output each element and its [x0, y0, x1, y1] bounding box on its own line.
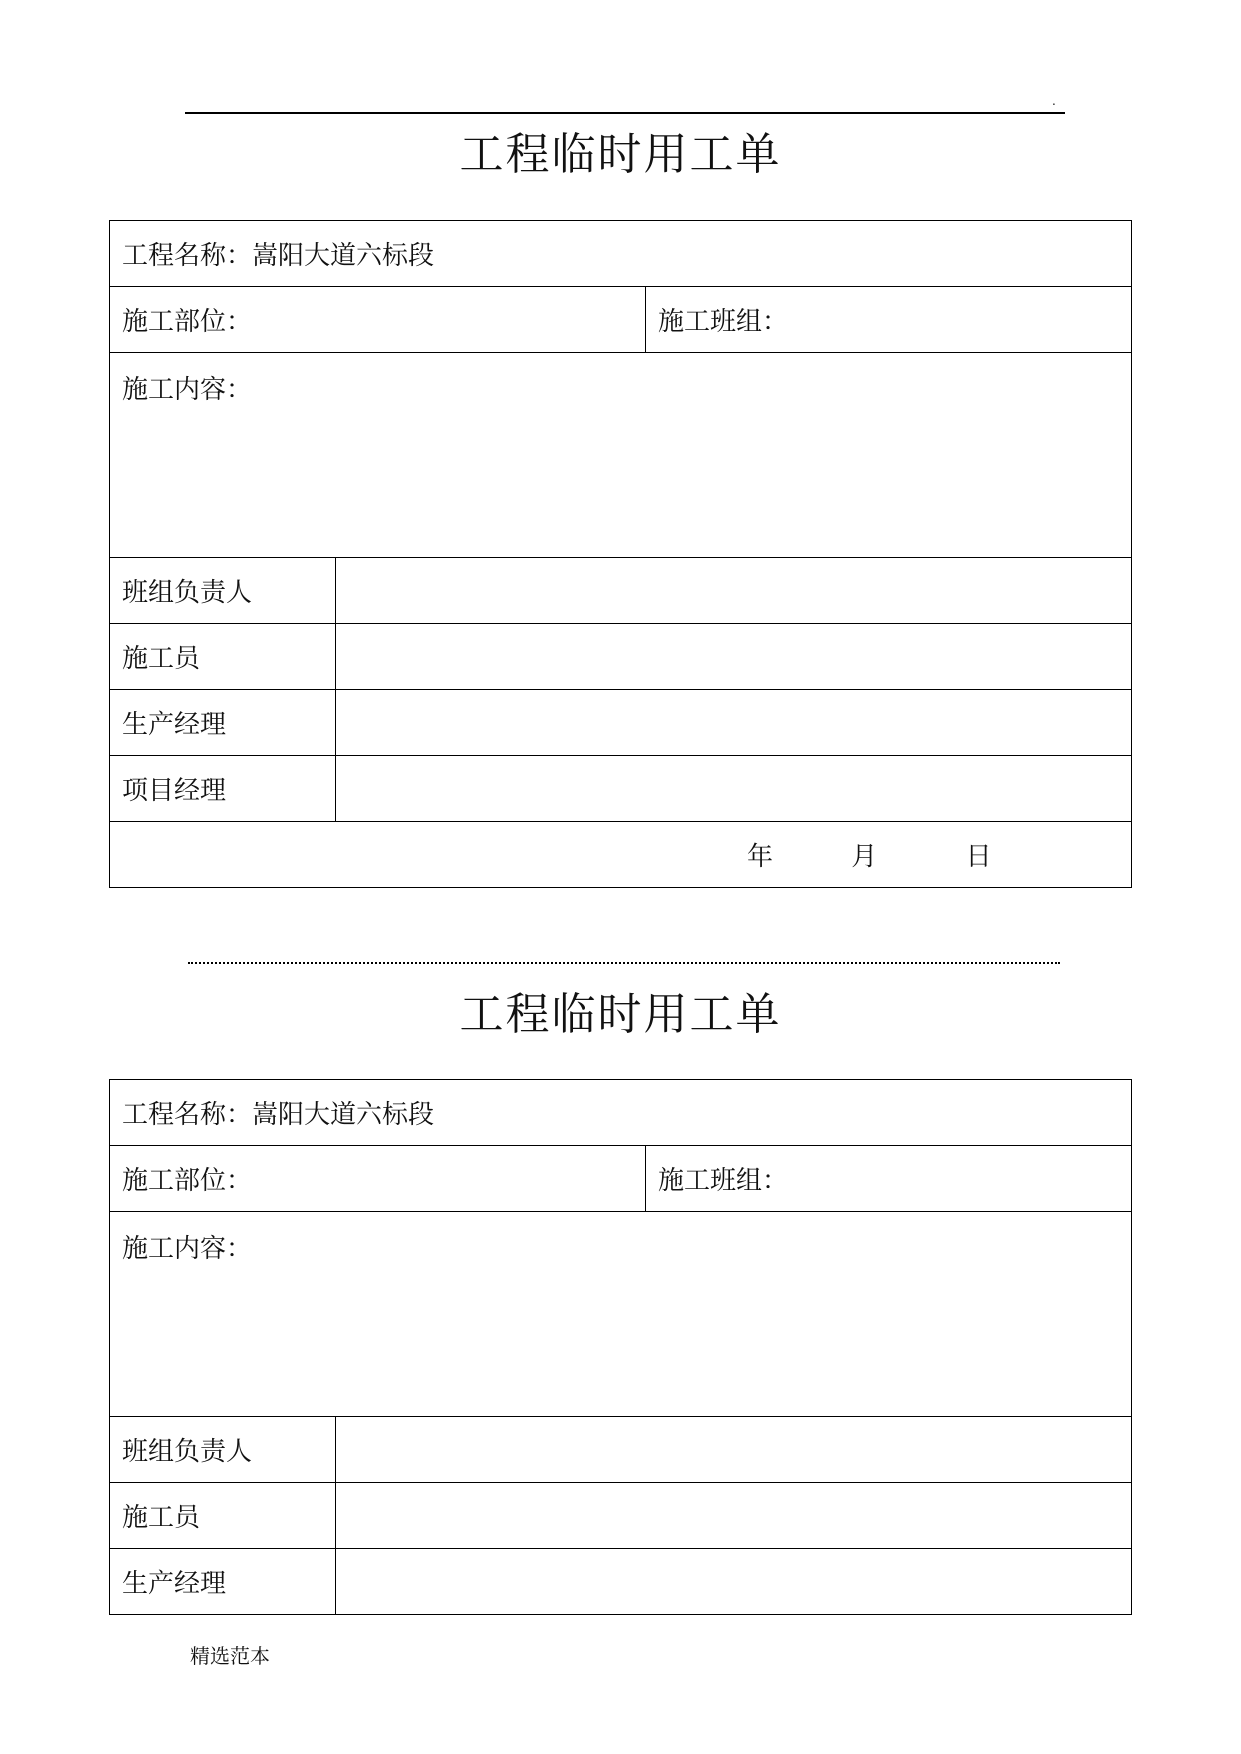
signer-row — [110, 1417, 1132, 1483]
signer-row — [110, 624, 1132, 690]
signer-label: 项目经理 — [110, 756, 336, 822]
construction-staff-signature-field[interactable] — [336, 624, 1132, 690]
project-name-label: 工程名称： — [122, 241, 253, 271]
location-team-row — [110, 287, 1132, 353]
form-1-table — [109, 220, 1132, 888]
construction-content-label: 施工内容： — [122, 375, 253, 405]
signer-label: 施工员 — [110, 1483, 336, 1549]
signer-row — [110, 1549, 1132, 1615]
cut-line — [188, 962, 1060, 964]
location-team-row — [110, 1146, 1132, 1212]
production-manager-signature-field[interactable] — [336, 690, 1132, 756]
signer-row — [110, 690, 1132, 756]
footer-text: 精选范本 — [190, 1644, 270, 1668]
construction-content-label: 施工内容： — [122, 1234, 253, 1264]
team-leader-signature-field[interactable] — [336, 558, 1132, 624]
construction-team-cell[interactable] — [646, 287, 1132, 353]
date-field[interactable] — [110, 822, 1132, 888]
project-name-cell[interactable] — [110, 221, 1132, 287]
project-row — [110, 221, 1132, 287]
year-label: 年 — [747, 842, 774, 872]
construction-location-label: 施工部位： — [122, 1166, 253, 1196]
project-name-value: 嵩阳大道六标段 — [252, 241, 435, 271]
signer-row — [110, 558, 1132, 624]
month-label: 月 — [851, 842, 878, 872]
top-rule — [185, 112, 1065, 114]
team-leader-signature-field[interactable] — [336, 1417, 1132, 1483]
content-row — [110, 353, 1132, 558]
project-row — [110, 1080, 1132, 1146]
construction-content-cell[interactable] — [110, 1212, 1132, 1417]
production-manager-signature-field[interactable] — [336, 1549, 1132, 1615]
project-name-value: 嵩阳大道六标段 — [252, 1100, 435, 1130]
signer-row — [110, 756, 1132, 822]
construction-team-label: 施工班组： — [658, 307, 789, 337]
form-1-title: 工程临时用工单 — [459, 129, 782, 180]
signer-label: 施工员 — [110, 624, 336, 690]
signer-label: 生产经理 — [110, 1549, 336, 1615]
construction-location-cell[interactable] — [110, 287, 646, 353]
construction-staff-signature-field[interactable] — [336, 1483, 1132, 1549]
form-2-table — [109, 1079, 1132, 1615]
project-name-label: 工程名称： — [122, 1100, 253, 1130]
construction-team-cell[interactable] — [646, 1146, 1132, 1212]
construction-location-cell[interactable] — [110, 1146, 646, 1212]
corner-mark: . — [1052, 94, 1056, 108]
construction-content-cell[interactable] — [110, 353, 1132, 558]
date-row — [110, 822, 1132, 888]
signer-label: 生产经理 — [110, 690, 336, 756]
project-manager-signature-field[interactable] — [336, 756, 1132, 822]
project-name-cell[interactable] — [110, 1080, 1132, 1146]
signer-row — [110, 1483, 1132, 1549]
construction-team-label: 施工班组： — [658, 1166, 789, 1196]
signer-label: 班组负责人 — [110, 1417, 336, 1483]
day-label: 日 — [965, 842, 992, 872]
form-2-title: 工程临时用工单 — [459, 989, 782, 1040]
construction-location-label: 施工部位： — [122, 307, 253, 337]
content-row — [110, 1212, 1132, 1417]
signer-label: 班组负责人 — [110, 558, 336, 624]
